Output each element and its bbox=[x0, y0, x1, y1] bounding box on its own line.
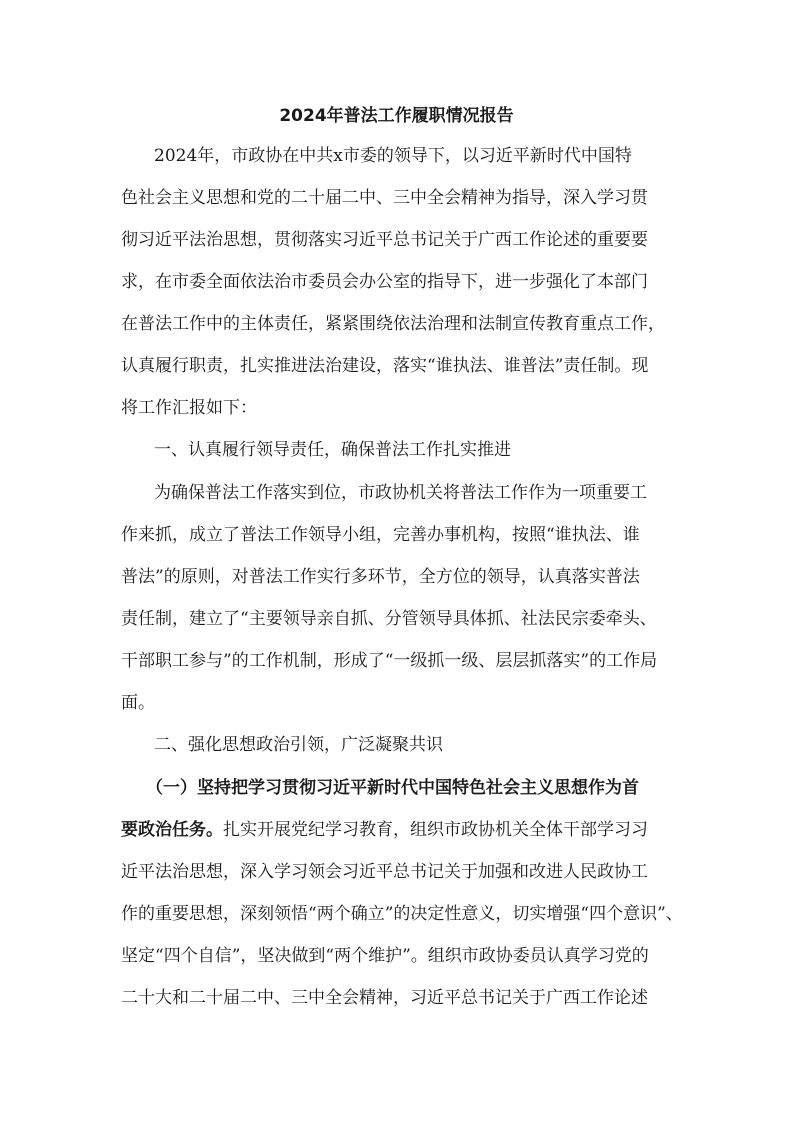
subsection-heading-1-end: 要政治任务。 bbox=[121, 820, 223, 840]
section1-line: 面。 bbox=[121, 693, 155, 713]
section1-line: 干部职工参与”的工作机制，形成了“一级抓一级、层层抓落实”的工作局 bbox=[121, 651, 658, 671]
intro-line: 在普法工作中的主体责任，紧紧围绕依法治理和法制宣传教育重点工作， bbox=[121, 314, 665, 334]
intro-line: 彻习近平法治思想，贯彻落实习近平总书记关于广西工作论述的重要要 bbox=[121, 230, 648, 250]
section2-line: 作的重要思想，深刻领悟“两个确立”的决定性意义，切实增强“四个意识”、 bbox=[121, 904, 683, 924]
section2-line bbox=[121, 810, 681, 850]
intro-line: 将工作汇报如下： bbox=[121, 398, 257, 418]
subsection-heading-1: （一）坚持把学习贯彻习近平新时代中国特色社会主义思想作为首 bbox=[146, 778, 639, 798]
intro-line: 色社会主义思想和党的二十届二中、三中全会精神为指导，深入学习贯 bbox=[121, 188, 648, 208]
section-heading-1: 一、认真履行领导责任，确保普法工作扎实推进 bbox=[154, 440, 511, 460]
section1-line: 普法”的原则，对普法工作实行多环节，全方位的领导，认真落实普法 bbox=[121, 567, 640, 587]
section1-line: 作来抓，成立了普法工作领导小组，完善办事机构，按照“谁执法、谁 bbox=[121, 525, 640, 545]
section1-line: 责任制，建立了“主要领导亲自抓、分管领导具体抓、社法民宗委牵头、 bbox=[121, 609, 657, 629]
section2-line: 近平法治思想，深入学习领会习近平总书记关于加强和改进人民政协工 bbox=[121, 862, 648, 882]
intro-line: 求，在市委全面依法治市委员会办公室的指导下，进一步强化了本部门 bbox=[121, 272, 648, 292]
section2-line: 二十大和二十届二中、三中全会精神，习近平总书记关于广西工作论述 bbox=[121, 988, 648, 1008]
section2-text: 扎实开展党纪学习教育，组织市政协机关全体干部学习习 bbox=[223, 820, 648, 840]
section2-line: 坚定“四个自信”，坚决做到“两个维护”。组织市政协委员认真学习党的 bbox=[121, 946, 649, 966]
section1-line: 为确保普法工作落实到位，市政协机关将普法工作作为一项重要工 bbox=[154, 483, 647, 503]
intro-line: 2024年，市政协在中共x市委的领导下，以习近平新时代中国特 bbox=[154, 146, 632, 166]
section-heading-2: 二、强化思想政治引领，广泛凝聚共识 bbox=[154, 735, 443, 755]
intro-line: 认真履行职责，扎实推进法治建设，落实“谁执法、谁普法”责任制。现 bbox=[121, 356, 649, 376]
document-title: 2024年普法工作履职情况报告 bbox=[279, 106, 514, 126]
